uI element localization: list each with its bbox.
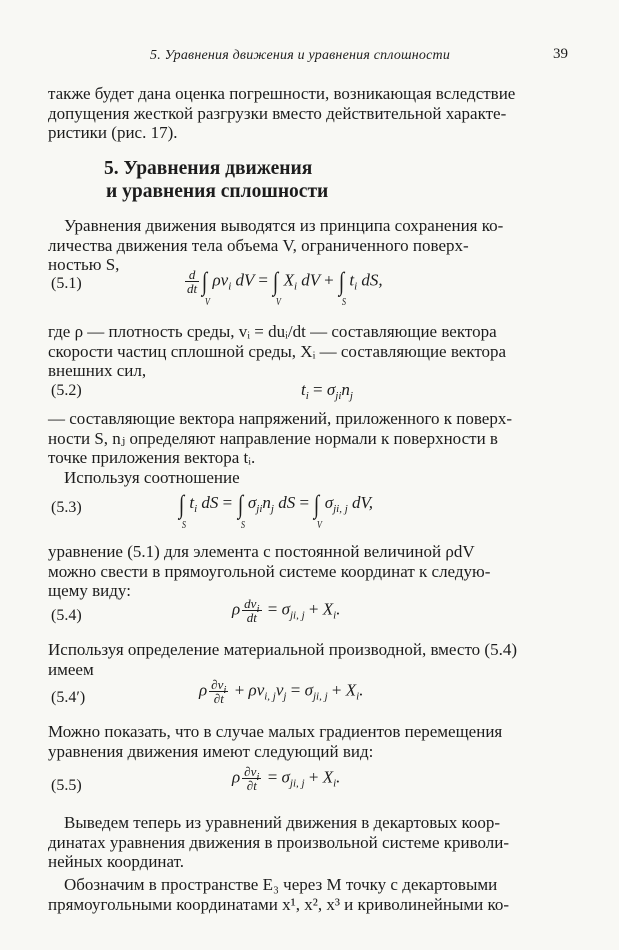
p3-line-4: Используя соотношение <box>64 467 240 487</box>
paragraph-6 <box>48 722 570 761</box>
paragraph-8 <box>48 875 570 914</box>
p1-line-2: личества движения тела объема V, ограниченного поверх- <box>48 235 469 255</box>
eq-5-2-label: (5.2) <box>51 382 82 399</box>
eq-5-4-prime-label: (5.4′) <box>51 689 86 706</box>
section-title-line-1: 5. Уравнения движения <box>104 158 313 179</box>
p8-line-2: прямоугольными координатами x¹, x², x³ и криволинейными ко- <box>48 894 510 914</box>
paragraph-4 <box>48 542 570 601</box>
eq-5-4-label: (5.4) <box>51 607 82 624</box>
eq-5-1-label: (5.1) <box>51 275 82 292</box>
section-heading <box>104 157 328 203</box>
p6-line-1: Можно показать, что в случае малых градиентов перемещения <box>48 722 503 741</box>
paragraph-2 <box>48 322 570 381</box>
p2-line-2: скорости частиц сплошной среды, Xᵢ — составляющие вектора <box>48 341 507 361</box>
equation-5-2: $t_i = \sigma_{ji}n_j$ <box>301 380 353 402</box>
paragraph-5 <box>48 640 570 679</box>
running-head: 5. Уравнения движения и уравнения сплошности <box>150 48 451 63</box>
p4-line-3: щему виду: <box>48 581 131 600</box>
equation-5-5: ρ $\frac{\partial v_i}{\partial t}$ = $\sigma_{ji, j} + X_i$. <box>232 764 341 793</box>
p3-line-2: ности S, nⱼ определяют направление нормали к поверхности в <box>48 428 498 448</box>
p7-line-1: Выведем теперь из уравнений движения в декартовых коор- <box>64 813 501 832</box>
paragraph-1 <box>48 216 570 275</box>
p7-line-2: динатах уравнения движения в произвольной системе криволи- <box>48 832 510 852</box>
p1-line-1: Уравнения движения выводятся из принципа сохранения ко- <box>64 216 504 235</box>
p4-line-1: уравнение (5.1) для элемента с постоянной величиной ρdV <box>48 542 475 561</box>
p3-line-1: — составляющие вектора напряжений, приложенного к поверх- <box>48 409 512 428</box>
paragraph-7 <box>48 813 570 872</box>
page-number: 39 <box>553 46 568 62</box>
p8-line-1: Обозначим в пространстве E₃ через M точку с декартовыми <box>64 875 498 894</box>
p2-line-3: внешних сил, <box>48 361 147 380</box>
equation-5-3: ∫ S $t_i$ dS = ∫ S $\sigma_{ji}n_j$ dS = ∫ V $\sigma_{ji, j}$ dV, <box>178 490 373 531</box>
p5-line-2: имеем <box>48 659 94 679</box>
intro-line-3: ристики (рис. 17). <box>48 123 178 142</box>
eq-5-3-label: (5.3) <box>51 499 82 516</box>
p4-line-2: можно свести в прямоугольной системе координат к следую- <box>48 561 491 581</box>
section-title-line-2: и уравнения сплошности <box>106 181 329 202</box>
p7-line-3: нейных координат. <box>48 852 185 871</box>
paragraph-3 <box>48 409 570 487</box>
p3-line-3: точке приложения вектора tᵢ. <box>48 448 256 467</box>
intro-line-1: также будет дана оценка погрешности, возникающая вследствие <box>48 84 516 103</box>
equation-5-4-prime: ρ $\frac{\partial v_i}{\partial t}$ + $\rho v_{i, j}v_j = \sigma_{ji, j} + X_i$. <box>199 677 364 706</box>
equation-5-1: $\frac{d}{dt}$ ∫ V $\rho v_i$ dV = ∫ V $X_i$ dV + ∫ S $t_i$ dS, <box>187 267 383 309</box>
p2-line-1: где ρ — плотность среды, vᵢ = duᵢ/dt — составляющие вектора <box>48 322 497 341</box>
p6-line-2: уравнения движения имеют следующий вид: <box>48 741 374 761</box>
intro-line-2: допущения жесткой разгрузки вместо действительной характе- <box>48 103 507 123</box>
equation-5-4: ρ $\frac{dv_i}{dt}$ = $\sigma_{ji, j} + X_i$. <box>232 596 341 625</box>
eq-5-5-label: (5.5) <box>51 777 82 794</box>
intro-paragraph <box>48 84 570 143</box>
p1-line-3: ностью S, <box>48 255 120 274</box>
p5-line-1: Используя определение материальной производной, вместо (5.4) <box>48 640 517 659</box>
